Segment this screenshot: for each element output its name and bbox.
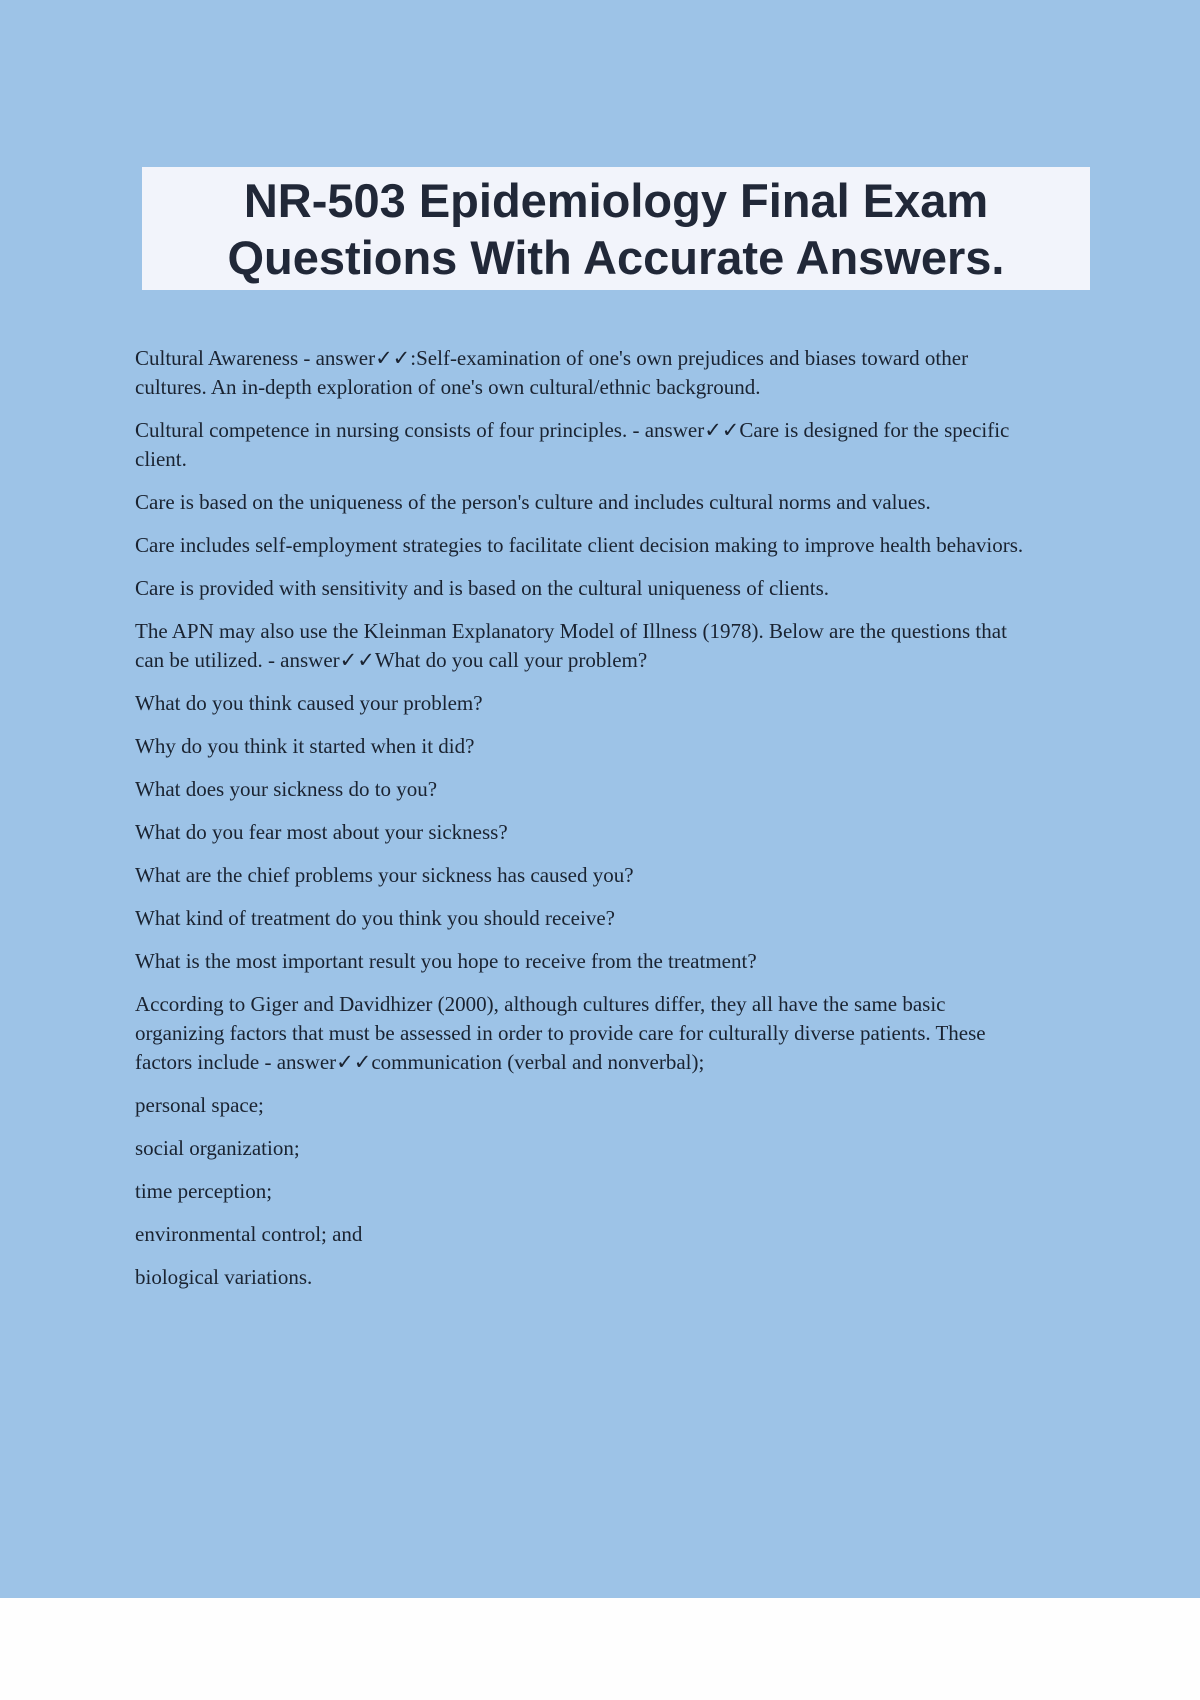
paragraph: What does your sickness do to you? bbox=[135, 777, 438, 801]
document-text bbox=[135, 344, 1040, 1306]
paragraph: Cultural Awareness - answer✓✓:Self-examination of one's own prejudices and biases toward other cultures. An in-depth exploration of one's own cultural/ethnic background. bbox=[135, 346, 969, 399]
paragraph: Care is provided with sensitivity and is based on the cultural uniqueness of clients. bbox=[135, 576, 830, 600]
paragraph: What are the chief problems your sickness has caused you? bbox=[135, 863, 634, 887]
page-title-line-1: NR-503 Epidemiology Final Exam bbox=[243, 173, 989, 227]
paragraph: Why do you think it started when it did? bbox=[135, 734, 475, 758]
paragraph: social organization; bbox=[135, 1136, 300, 1160]
paragraph: Care is based on the uniqueness of the person's culture and includes cultural norms and values. bbox=[135, 490, 931, 514]
paragraph: According to Giger and Davidhizer (2000), although cultures differ, they all have the same basic organizing factors that must be assessed in order to provide care for culturally diverse patients. These factors include - answer✓✓communication (verbal and nonverbal); bbox=[135, 992, 986, 1074]
paragraph: personal space; bbox=[135, 1093, 264, 1117]
paragraph: What kind of treatment do you think you should receive? bbox=[135, 906, 615, 930]
paragraph: What do you fear most about your sickness? bbox=[135, 820, 508, 844]
paragraph: time perception; bbox=[135, 1179, 273, 1203]
paragraph: The APN may also use the Kleinman Explanatory Model of Illness (1978). Below are the questions that can be utilized. - answer✓✓What do you call your problem? bbox=[135, 619, 1007, 672]
paragraph: Cultural competence in nursing consists of four principles. - answer✓✓Care is designed for the specific client. bbox=[135, 418, 1010, 471]
paragraph: What do you think caused your problem? bbox=[135, 691, 483, 715]
paragraph: What is the most important result you hope to receive from the treatment? bbox=[135, 949, 757, 973]
title-banner bbox=[142, 167, 1090, 290]
paragraph: environmental control; and bbox=[135, 1222, 363, 1246]
paragraph: Care includes self-employment strategies to facilitate client decision making to improve health behaviors. bbox=[135, 533, 1024, 557]
paragraph: biological variations. bbox=[135, 1265, 313, 1289]
page-footer bbox=[0, 1598, 1200, 1700]
page-title-line-2: Questions With Accurate Answers. bbox=[227, 230, 1005, 284]
